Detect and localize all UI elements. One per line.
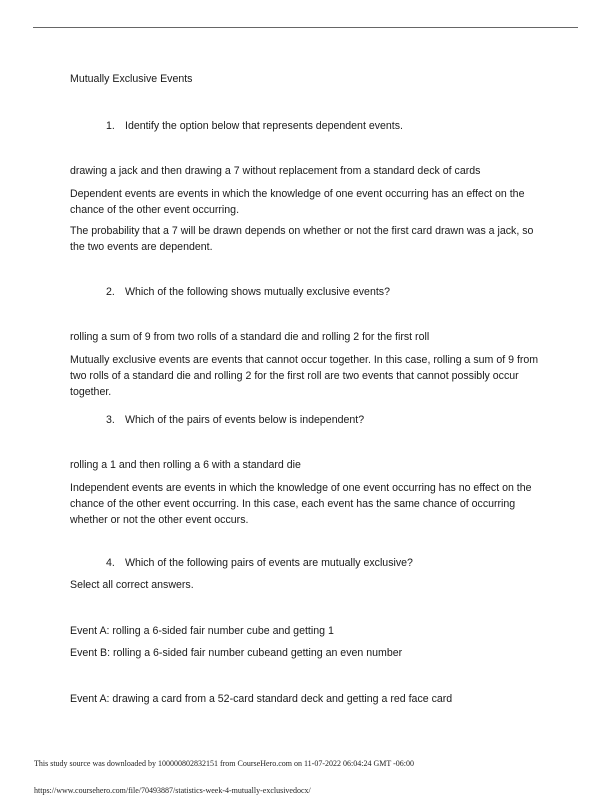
question-3-number: 3. bbox=[106, 414, 115, 426]
question-3-explanation: Independent events are events in which the knowledge of one event occurring has no effect on the chance of the other event occurring. In this case, each event has the same chance of occurring whether or not the other event occurs. bbox=[70, 482, 532, 526]
question-2-number: 2. bbox=[106, 286, 115, 298]
download-notice: This study source was downloaded by 100000802832151 from CourseHero.com on 11-07-2022 06:04:24 GMT -06:00 bbox=[34, 759, 414, 768]
question-4-option-a-2: Event A: drawing a card from a 52-card standard deck and getting a red face card bbox=[70, 693, 453, 705]
question-4-number: 4. bbox=[106, 557, 115, 569]
source-url[interactable]: https://www.coursehero.com/file/70493887/statistics-week-4-mutually-exclusivedocx/ bbox=[34, 786, 311, 795]
question-1-number: 1. bbox=[106, 120, 115, 132]
question-1-explanation-2: The probability that a 7 will be drawn depends on whether or not the first card drawn was a jack, so the two events are dependent. bbox=[70, 225, 534, 253]
question-2-prompt: Which of the following shows mutually exclusive events? bbox=[125, 286, 390, 298]
question-4-instruction: Select all correct answers. bbox=[70, 579, 194, 591]
question-4-prompt: Which of the following pairs of events are mutually exclusive? bbox=[125, 557, 413, 569]
header-divider bbox=[33, 27, 578, 28]
question-1-answer: drawing a jack and then drawing a 7 without replacement from a standard deck of cards bbox=[70, 165, 481, 177]
question-3-prompt: Which of the pairs of events below is independent? bbox=[125, 414, 365, 426]
question-2-explanation: Mutually exclusive events are events that cannot occur together. In this case, rolling a sum of 9 from two rolls of a standard die and rolling 2 for the first roll are two events that cannot possibly occur together. bbox=[70, 354, 539, 398]
document-title: Mutually Exclusive Events bbox=[70, 73, 193, 85]
question-1-prompt: Identify the option below that represents dependent events. bbox=[125, 120, 403, 132]
question-2-answer: rolling a sum of 9 from two rolls of a standard die and rolling 2 for the first roll bbox=[70, 331, 430, 343]
question-3-answer: rolling a 1 and then rolling a 6 with a standard die bbox=[70, 459, 301, 471]
question-4-option-a-1: Event A: rolling a 6-sided fair number cube and getting 1 bbox=[70, 625, 334, 637]
question-4-option-b-1: Event B: rolling a 6-sided fair number cubeand getting an even number bbox=[70, 647, 403, 659]
question-1-explanation-1: Dependent events are events in which the knowledge of one event occurring has an effect on the chance of the other event occurring. bbox=[70, 188, 525, 216]
